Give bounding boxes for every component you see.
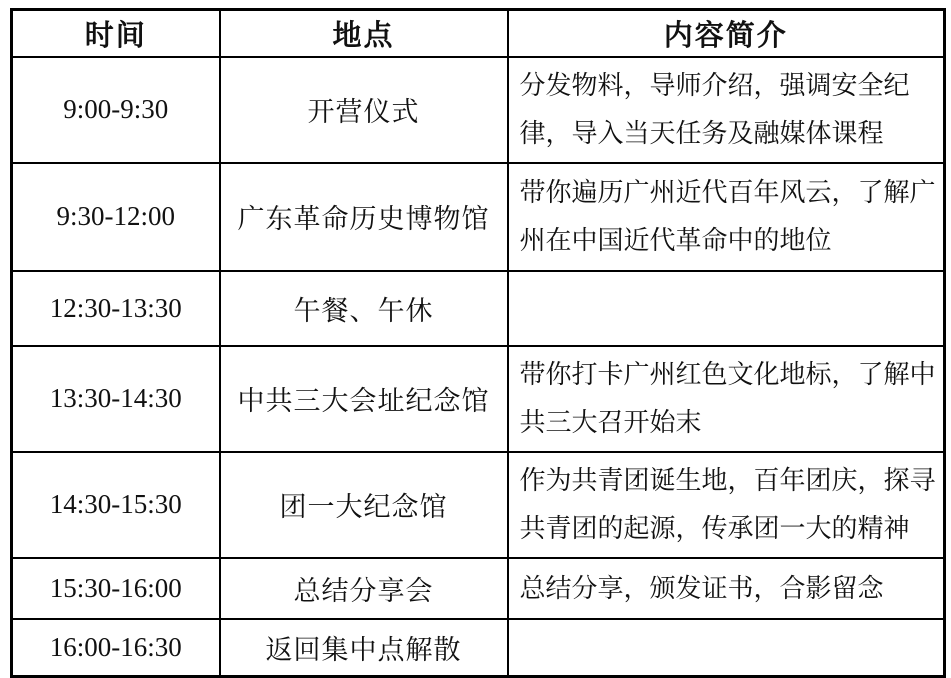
description-cell: 分发物料，导师介绍，强调安全纪律，导入当天任务及融媒体课程 bbox=[508, 57, 945, 163]
time-cell: 12:30-13:30 bbox=[12, 271, 220, 346]
column-header-description: 内容简介 bbox=[508, 10, 945, 57]
place-cell: 开营仪式 bbox=[220, 57, 508, 163]
place-cell: 中共三大会址纪念馆 bbox=[220, 346, 508, 452]
place-cell: 团一大纪念馆 bbox=[220, 452, 508, 558]
table-row bbox=[12, 558, 945, 619]
table-row bbox=[12, 163, 945, 271]
table-row bbox=[12, 619, 945, 676]
place-cell: 返回集中点解散 bbox=[220, 619, 508, 676]
column-header-time: 时间 bbox=[12, 10, 220, 57]
place-cell: 总结分享会 bbox=[220, 558, 508, 619]
header-row bbox=[12, 10, 945, 57]
table-row bbox=[12, 57, 945, 163]
table-row bbox=[12, 346, 945, 452]
table-row bbox=[12, 452, 945, 558]
description-cell: 作为共青团诞生地，百年团庆，探寻共青团的起源，传承团一大的精神 bbox=[508, 452, 945, 558]
time-cell: 15:30-16:00 bbox=[12, 558, 220, 619]
time-cell: 9:00-9:30 bbox=[12, 57, 220, 163]
place-cell: 午餐、午休 bbox=[220, 271, 508, 346]
time-cell: 14:30-15:30 bbox=[12, 452, 220, 558]
description-cell: 总结分享，颁发证书，合影留念 bbox=[508, 558, 945, 619]
time-cell: 13:30-14:30 bbox=[12, 346, 220, 452]
schedule-table bbox=[10, 8, 946, 678]
time-cell: 16:00-16:30 bbox=[12, 619, 220, 676]
table-row bbox=[12, 271, 945, 346]
description-cell bbox=[508, 619, 945, 676]
description-cell: 带你打卡广州红色文化地标，了解中共三大召开始末 bbox=[508, 346, 945, 452]
description-cell bbox=[508, 271, 945, 346]
column-header-place: 地点 bbox=[220, 10, 508, 57]
time-cell: 9:30-12:00 bbox=[12, 163, 220, 271]
place-cell: 广东革命历史博物馆 bbox=[220, 163, 508, 271]
description-cell: 带你遍历广州近代百年风云，了解广州在中国近代革命中的地位 bbox=[508, 163, 945, 271]
